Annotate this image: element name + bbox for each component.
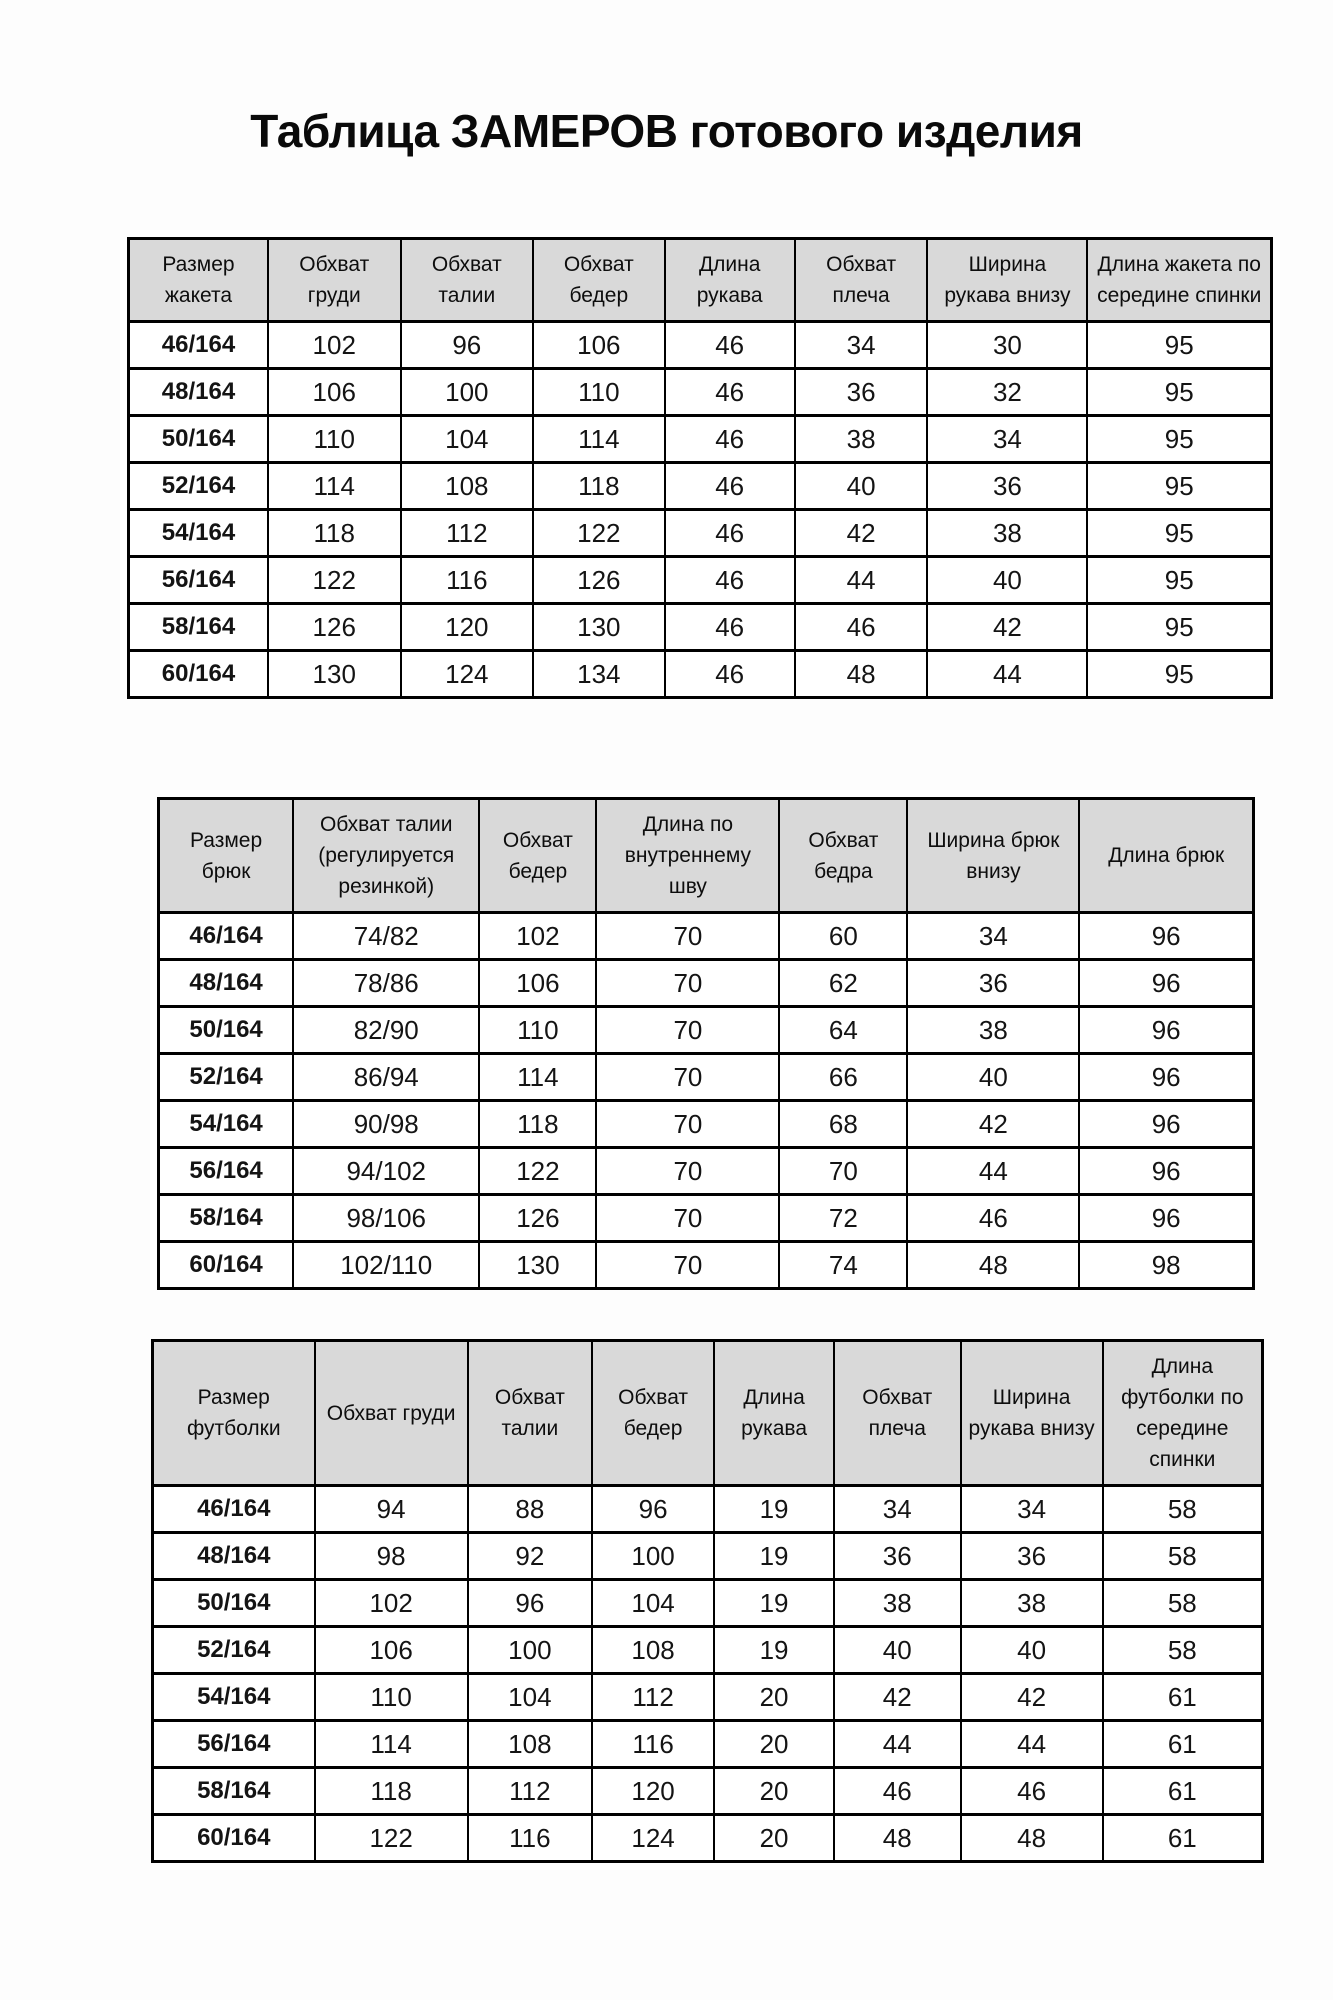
jacket-measurements-table xyxy=(127,237,1273,699)
value-cell: 95 xyxy=(1087,510,1271,557)
value-cell: 44 xyxy=(961,1721,1103,1768)
table-row xyxy=(153,1580,1263,1627)
value-cell: 95 xyxy=(1087,604,1271,651)
table-row xyxy=(159,913,1254,960)
value-cell: 30 xyxy=(927,322,1087,369)
value-cell: 38 xyxy=(795,416,928,463)
value-cell: 122 xyxy=(315,1815,468,1862)
header-cell: Длина брюк xyxy=(1079,799,1253,913)
value-cell: 112 xyxy=(401,510,534,557)
header-cell: Ширина рукава внизу xyxy=(927,239,1087,322)
header-cell: Длина футболки по середине спинки xyxy=(1103,1341,1263,1486)
value-cell: 96 xyxy=(1079,960,1253,1007)
value-cell: 108 xyxy=(468,1721,592,1768)
value-cell: 44 xyxy=(927,651,1087,698)
value-cell: 44 xyxy=(834,1721,961,1768)
size-cell: 56/164 xyxy=(153,1721,315,1768)
table-row xyxy=(153,1721,1263,1768)
value-cell: 88 xyxy=(468,1486,592,1533)
header-cell: Длина по внутреннему шву xyxy=(596,799,779,913)
value-cell: 112 xyxy=(592,1674,714,1721)
value-cell: 70 xyxy=(596,1054,779,1101)
value-cell: 108 xyxy=(592,1627,714,1674)
value-cell: 19 xyxy=(714,1627,834,1674)
value-cell: 20 xyxy=(714,1768,834,1815)
value-cell: 96 xyxy=(1079,913,1253,960)
table-row xyxy=(129,557,1272,604)
value-cell: 40 xyxy=(795,463,928,510)
value-cell: 40 xyxy=(834,1627,961,1674)
value-cell: 94/102 xyxy=(293,1148,479,1195)
page-title: Таблица ЗАМЕРОВ готового изделия xyxy=(250,105,1083,157)
value-cell: 38 xyxy=(927,510,1087,557)
value-cell: 114 xyxy=(479,1054,596,1101)
value-cell: 48 xyxy=(907,1242,1079,1289)
table-row xyxy=(153,1674,1263,1721)
table-row xyxy=(153,1627,1263,1674)
value-cell: 34 xyxy=(907,913,1079,960)
value-cell: 104 xyxy=(468,1674,592,1721)
value-cell: 98 xyxy=(1079,1242,1253,1289)
size-cell: 48/164 xyxy=(153,1533,315,1580)
size-cell: 46/164 xyxy=(159,913,294,960)
value-cell: 72 xyxy=(779,1195,907,1242)
header-cell: Ширина брюк внизу xyxy=(907,799,1079,913)
value-cell: 102 xyxy=(315,1580,468,1627)
value-cell: 122 xyxy=(268,557,401,604)
value-cell: 70 xyxy=(596,1007,779,1054)
size-cell: 54/164 xyxy=(159,1101,294,1148)
value-cell: 42 xyxy=(795,510,928,557)
header-row xyxy=(159,799,1254,913)
size-cell: 58/164 xyxy=(159,1195,294,1242)
header-cell: Размер футболки xyxy=(153,1341,315,1486)
value-cell: 70 xyxy=(596,1242,779,1289)
size-cell: 56/164 xyxy=(129,557,268,604)
size-cell: 50/164 xyxy=(129,416,268,463)
value-cell: 38 xyxy=(834,1580,961,1627)
value-cell: 70 xyxy=(596,1195,779,1242)
value-cell: 46 xyxy=(665,463,795,510)
value-cell: 46 xyxy=(665,369,795,416)
value-cell: 110 xyxy=(533,369,664,416)
value-cell: 60 xyxy=(779,913,907,960)
header-cell: Обхват бедер xyxy=(533,239,664,322)
header-cell: Длина жакета по середине спинки xyxy=(1087,239,1271,322)
size-cell: 50/164 xyxy=(159,1007,294,1054)
value-cell: 61 xyxy=(1103,1815,1263,1862)
table-row xyxy=(129,604,1272,651)
value-cell: 46 xyxy=(665,322,795,369)
value-cell: 86/94 xyxy=(293,1054,479,1101)
value-cell: 70 xyxy=(596,1101,779,1148)
table-row xyxy=(159,1054,1254,1101)
value-cell: 102/110 xyxy=(293,1242,479,1289)
value-cell: 62 xyxy=(779,960,907,1007)
value-cell: 116 xyxy=(592,1721,714,1768)
header-cell: Обхват бедер xyxy=(592,1341,714,1486)
header-cell: Ширина рукава внизу xyxy=(961,1341,1103,1486)
value-cell: 106 xyxy=(268,369,401,416)
size-cell: 54/164 xyxy=(153,1674,315,1721)
value-cell: 106 xyxy=(533,322,664,369)
value-cell: 19 xyxy=(714,1533,834,1580)
value-cell: 38 xyxy=(907,1007,1079,1054)
value-cell: 40 xyxy=(907,1054,1079,1101)
value-cell: 20 xyxy=(714,1815,834,1862)
value-cell: 46 xyxy=(795,604,928,651)
value-cell: 102 xyxy=(268,322,401,369)
value-cell: 78/86 xyxy=(293,960,479,1007)
value-cell: 106 xyxy=(479,960,596,1007)
size-cell: 52/164 xyxy=(129,463,268,510)
header-cell: Обхват талии (регулируется резинкой) xyxy=(293,799,479,913)
value-cell: 95 xyxy=(1087,557,1271,604)
table-row xyxy=(129,416,1272,463)
table-row xyxy=(153,1768,1263,1815)
value-cell: 61 xyxy=(1103,1768,1263,1815)
size-cell: 52/164 xyxy=(159,1054,294,1101)
value-cell: 110 xyxy=(315,1674,468,1721)
value-cell: 70 xyxy=(596,913,779,960)
value-cell: 116 xyxy=(468,1815,592,1862)
value-cell: 64 xyxy=(779,1007,907,1054)
value-cell: 100 xyxy=(468,1627,592,1674)
value-cell: 120 xyxy=(401,604,534,651)
size-cell: 60/164 xyxy=(153,1815,315,1862)
table-row xyxy=(129,369,1272,416)
value-cell: 124 xyxy=(401,651,534,698)
value-cell: 96 xyxy=(468,1580,592,1627)
value-cell: 102 xyxy=(479,913,596,960)
value-cell: 34 xyxy=(961,1486,1103,1533)
table-row xyxy=(129,510,1272,557)
table-row xyxy=(159,1195,1254,1242)
header-cell: Обхват плеча xyxy=(795,239,928,322)
value-cell: 36 xyxy=(927,463,1087,510)
table-row xyxy=(153,1486,1263,1533)
value-cell: 42 xyxy=(834,1674,961,1721)
header-cell: Длина рукава xyxy=(714,1341,834,1486)
value-cell: 42 xyxy=(927,604,1087,651)
value-cell: 42 xyxy=(907,1101,1079,1148)
value-cell: 70 xyxy=(779,1148,907,1195)
value-cell: 96 xyxy=(401,322,534,369)
value-cell: 48 xyxy=(834,1815,961,1862)
value-cell: 48 xyxy=(795,651,928,698)
value-cell: 46 xyxy=(665,416,795,463)
value-cell: 36 xyxy=(907,960,1079,1007)
value-cell: 98 xyxy=(315,1533,468,1580)
value-cell: 74 xyxy=(779,1242,907,1289)
table-row xyxy=(159,960,1254,1007)
value-cell: 38 xyxy=(961,1580,1103,1627)
size-cell: 54/164 xyxy=(129,510,268,557)
size-cell: 48/164 xyxy=(159,960,294,1007)
value-cell: 36 xyxy=(795,369,928,416)
value-cell: 112 xyxy=(468,1768,592,1815)
value-cell: 70 xyxy=(596,960,779,1007)
value-cell: 40 xyxy=(961,1627,1103,1674)
table-row xyxy=(153,1815,1263,1862)
value-cell: 118 xyxy=(533,463,664,510)
value-cell: 42 xyxy=(961,1674,1103,1721)
value-cell: 20 xyxy=(714,1674,834,1721)
value-cell: 19 xyxy=(714,1580,834,1627)
value-cell: 82/90 xyxy=(293,1007,479,1054)
value-cell: 90/98 xyxy=(293,1101,479,1148)
value-cell: 46 xyxy=(907,1195,1079,1242)
trousers-measurements-table xyxy=(157,797,1255,1290)
value-cell: 100 xyxy=(592,1533,714,1580)
value-cell: 114 xyxy=(315,1721,468,1768)
size-cell: 46/164 xyxy=(129,322,268,369)
value-cell: 40 xyxy=(927,557,1087,604)
value-cell: 118 xyxy=(479,1101,596,1148)
value-cell: 95 xyxy=(1087,369,1271,416)
value-cell: 96 xyxy=(1079,1054,1253,1101)
value-cell: 36 xyxy=(834,1533,961,1580)
value-cell: 108 xyxy=(401,463,534,510)
value-cell: 96 xyxy=(1079,1101,1253,1148)
value-cell: 46 xyxy=(665,651,795,698)
size-cell: 52/164 xyxy=(153,1627,315,1674)
value-cell: 68 xyxy=(779,1101,907,1148)
header-cell: Размер брюк xyxy=(159,799,294,913)
value-cell: 126 xyxy=(268,604,401,651)
value-cell: 118 xyxy=(315,1768,468,1815)
value-cell: 94 xyxy=(315,1486,468,1533)
value-cell: 70 xyxy=(596,1148,779,1195)
table-row xyxy=(159,1242,1254,1289)
value-cell: 46 xyxy=(961,1768,1103,1815)
size-cell: 58/164 xyxy=(153,1768,315,1815)
value-cell: 61 xyxy=(1103,1674,1263,1721)
value-cell: 46 xyxy=(665,604,795,651)
value-cell: 118 xyxy=(268,510,401,557)
value-cell: 92 xyxy=(468,1533,592,1580)
value-cell: 130 xyxy=(479,1242,596,1289)
value-cell: 96 xyxy=(1079,1148,1253,1195)
value-cell: 46 xyxy=(834,1768,961,1815)
value-cell: 96 xyxy=(1079,1195,1253,1242)
value-cell: 96 xyxy=(1079,1007,1253,1054)
header-cell: Длина рукава xyxy=(665,239,795,322)
size-cell: 58/164 xyxy=(129,604,268,651)
value-cell: 20 xyxy=(714,1721,834,1768)
header-cell: Обхват талии xyxy=(401,239,534,322)
header-cell: Размер жакета xyxy=(129,239,268,322)
value-cell: 46 xyxy=(665,510,795,557)
value-cell: 32 xyxy=(927,369,1087,416)
value-cell: 104 xyxy=(592,1580,714,1627)
table-row xyxy=(129,322,1272,369)
value-cell: 34 xyxy=(834,1486,961,1533)
value-cell: 95 xyxy=(1087,463,1271,510)
value-cell: 110 xyxy=(268,416,401,463)
value-cell: 34 xyxy=(795,322,928,369)
value-cell: 19 xyxy=(714,1486,834,1533)
header-row xyxy=(129,239,1272,322)
value-cell: 116 xyxy=(401,557,534,604)
value-cell: 95 xyxy=(1087,322,1271,369)
value-cell: 61 xyxy=(1103,1721,1263,1768)
value-cell: 95 xyxy=(1087,651,1271,698)
value-cell: 122 xyxy=(533,510,664,557)
value-cell: 110 xyxy=(479,1007,596,1054)
value-cell: 46 xyxy=(665,557,795,604)
value-cell: 48 xyxy=(961,1815,1103,1862)
value-cell: 95 xyxy=(1087,416,1271,463)
table-row xyxy=(159,1007,1254,1054)
tshirt-measurements-table xyxy=(151,1339,1264,1863)
value-cell: 106 xyxy=(315,1627,468,1674)
value-cell: 34 xyxy=(927,416,1087,463)
size-cell: 60/164 xyxy=(159,1242,294,1289)
header-row xyxy=(153,1341,1263,1486)
value-cell: 58 xyxy=(1103,1580,1263,1627)
value-cell: 58 xyxy=(1103,1486,1263,1533)
size-cell: 48/164 xyxy=(129,369,268,416)
value-cell: 74/82 xyxy=(293,913,479,960)
size-cell: 60/164 xyxy=(129,651,268,698)
table-row xyxy=(129,463,1272,510)
value-cell: 126 xyxy=(479,1195,596,1242)
table-row xyxy=(159,1148,1254,1195)
value-cell: 36 xyxy=(961,1533,1103,1580)
header-cell: Обхват талии xyxy=(468,1341,592,1486)
header-cell: Обхват бедер xyxy=(479,799,596,913)
value-cell: 98/106 xyxy=(293,1195,479,1242)
table-row xyxy=(153,1533,1263,1580)
value-cell: 66 xyxy=(779,1054,907,1101)
value-cell: 134 xyxy=(533,651,664,698)
table-row xyxy=(159,1101,1254,1148)
value-cell: 130 xyxy=(268,651,401,698)
header-cell: Обхват груди xyxy=(315,1341,468,1486)
value-cell: 58 xyxy=(1103,1627,1263,1674)
size-cell: 46/164 xyxy=(153,1486,315,1533)
header-cell: Обхват груди xyxy=(268,239,401,322)
value-cell: 44 xyxy=(795,557,928,604)
value-cell: 114 xyxy=(268,463,401,510)
value-cell: 100 xyxy=(401,369,534,416)
size-cell: 50/164 xyxy=(153,1580,315,1627)
table-row xyxy=(129,651,1272,698)
header-cell: Обхват плеча xyxy=(834,1341,961,1486)
header-cell: Обхват бедра xyxy=(779,799,907,913)
size-cell: 56/164 xyxy=(159,1148,294,1195)
value-cell: 114 xyxy=(533,416,664,463)
value-cell: 122 xyxy=(479,1148,596,1195)
value-cell: 130 xyxy=(533,604,664,651)
value-cell: 104 xyxy=(401,416,534,463)
value-cell: 58 xyxy=(1103,1533,1263,1580)
value-cell: 120 xyxy=(592,1768,714,1815)
value-cell: 96 xyxy=(592,1486,714,1533)
value-cell: 44 xyxy=(907,1148,1079,1195)
value-cell: 124 xyxy=(592,1815,714,1862)
value-cell: 126 xyxy=(533,557,664,604)
